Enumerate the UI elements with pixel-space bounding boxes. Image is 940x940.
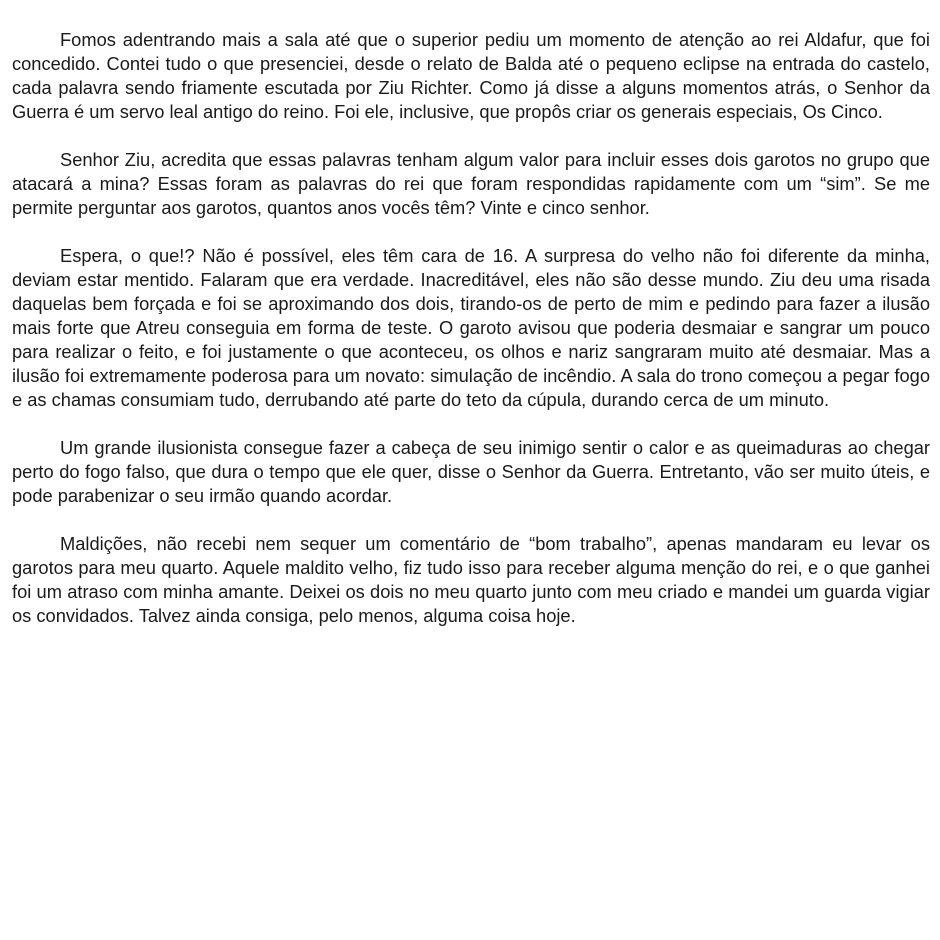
paragraph-5: Maldições, não recebi nem sequer um comentário de “bom trabalho”, apenas mandaram eu levar os garotos para meu quarto. Aquele maldito velho, fiz tudo isso para receber alguma menção do rei, e o que ganhei foi um atraso com minha amante. Deixei os dois no meu quarto junto com meu criado e mandei um guarda vigiar os convidados. Talvez ainda consiga, pelo menos, alguma coisa hoje.	[12, 533, 930, 626]
document-body	[12, 28, 930, 652]
paragraph-2: Senhor Ziu, acredita que essas palavras tenham algum valor para incluir esses dois garotos no grupo que atacará a mina? Essas foram as palavras do rei que foram respondidas rapidamente com um “sim”. Se me permite perguntar aos garotos, quantos anos vocês têm? Vinte e cinco senhor.	[12, 149, 930, 218]
paragraph-3: Espera, o que!? Não é possível, eles têm cara de 16. A surpresa do velho não foi diferente da minha, deviam estar mentido. Falaram que era verdade. Inacreditável, eles não são desse mundo. Ziu deu uma risada daquelas bem forçada e foi se aproximando dos dois, tirando-os de perto de mim e pedindo para fazer a ilusão mais forte que Atreu conseguia em forma de teste. O garoto avisou que poderia desmaiar e sangrar um pouco para realizar o feito, e foi justamente o que aconteceu, os olhos e nariz sangraram muito até desmaiar. Mas a ilusão foi extremamente poderosa para um novato: simulação de incêndio. A sala do trono começou a pegar fogo e as chamas consumiam tudo, derrubando até parte do teto da cúpula, durando cerca de um minuto.	[12, 245, 930, 410]
paragraph-4: Um grande ilusionista consegue fazer a cabeça de seu inimigo sentir o calor e as queimaduras ao chegar perto do fogo falso, que dura o tempo que ele quer, disse o Senhor da Guerra. Entretanto, vão ser muito úteis, e pode parabenizar o seu irmão quando acordar.	[12, 437, 930, 506]
paragraph-1: Fomos adentrando mais a sala até que o superior pediu um momento de atenção ao rei Aldafur, que foi concedido. Contei tudo o que presenciei, desde o relato de Balda até o pequeno eclipse na entrada do castelo, cada palavra sendo friamente escutada por Ziu Richter. Como já disse a alguns momentos atrás, o Senhor da Guerra é um servo leal antigo do reino. Foi ele, inclusive, que propôs criar os generais especiais, Os Cinco.	[12, 29, 930, 122]
